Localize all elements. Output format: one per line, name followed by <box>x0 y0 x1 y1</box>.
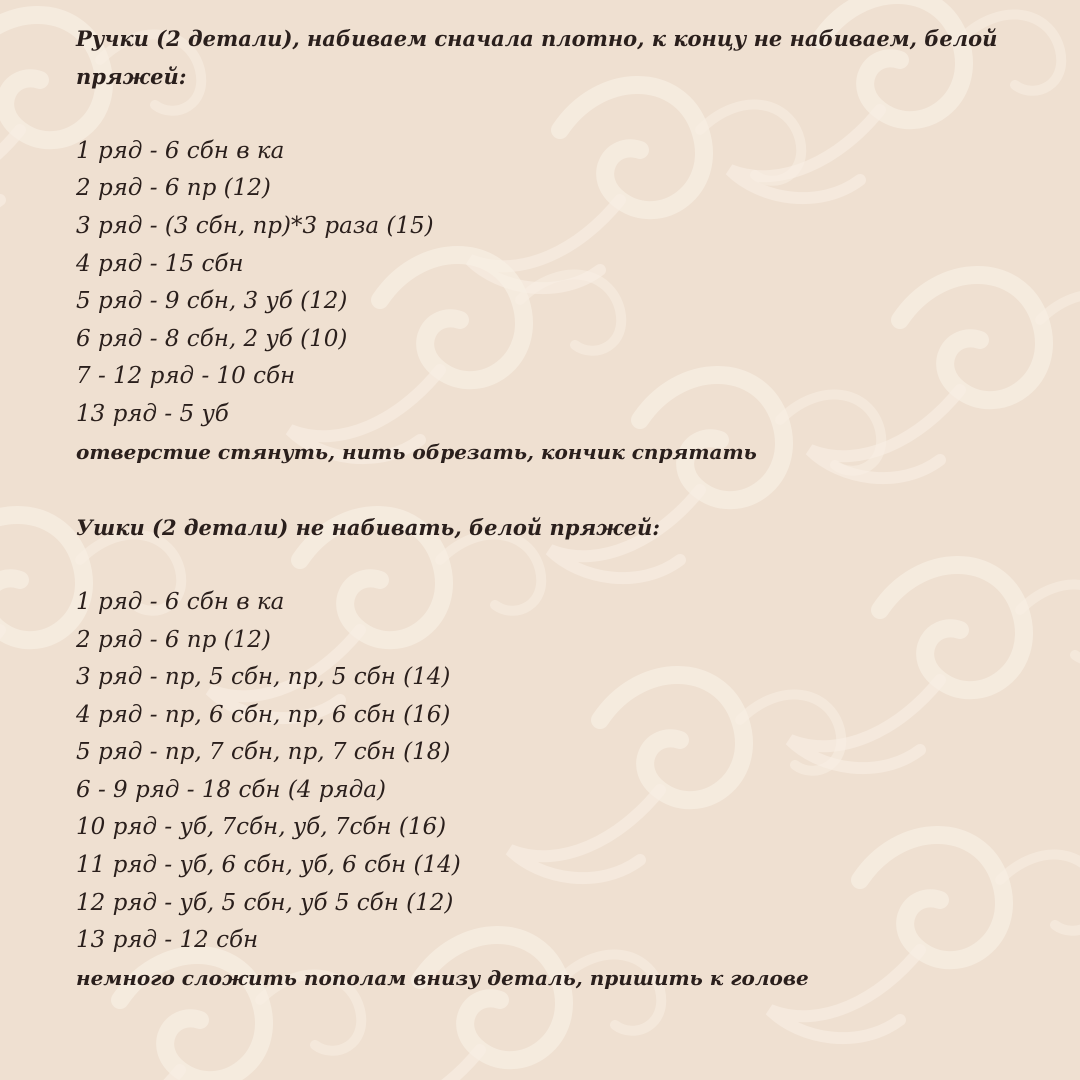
section1-row-4: 4 ряд - 15 сбн <box>76 250 244 277</box>
section2-row-10: 13 ряд - 12 сбн <box>76 927 259 954</box>
section1-heading-line2: пряжей: <box>76 63 187 89</box>
section2-row-8: 11 ряд - уб, 6 сбн, уб, 6 сбн (14) <box>76 852 461 879</box>
section1-row-3: 3 ряд - (3 сбн, пр)*3 раза (15) <box>76 212 434 239</box>
spacer <box>76 471 1036 509</box>
section2-row-5: 5 ряд - пр, 7 сбн, пр, 7 сбн (18) <box>76 739 451 766</box>
section1-row-2: 2 ряд - 6 пр (12) <box>76 175 271 202</box>
section1-row-7: 7 - 12 ряд - 10 сбн <box>76 363 296 390</box>
section2-row-7: 10 ряд - уб, 7сбн, уб, 7сбн (16) <box>76 814 447 841</box>
section2-row-4: 4 ряд - пр, 6 сбн, пр, 6 сбн (16) <box>76 701 451 728</box>
section2-row-3: 3 ряд - пр, 5 сбн, пр, 5 сбн (14) <box>76 664 451 691</box>
section1-heading-line1: Ручки (2 детали), набиваем сначала плотно, к концу не набиваем, белой <box>76 26 998 51</box>
section1-row-8: 13 ряд - 5 уб <box>76 400 229 427</box>
section1-row-5: 5 ряд - 9 сбн, 3 уб (12) <box>76 288 348 315</box>
section1-row-1: 1 ряд - 6 сбн в ка <box>76 137 285 164</box>
section1-note: отверстие стянуть, нить обрезать, кончик спрятать <box>76 439 757 464</box>
pattern-text <box>76 20 1036 997</box>
section2-note: немного сложить пополам внизу деталь, пришить к голове <box>76 965 809 990</box>
section2-row-1: 1 ряд - 6 сбн в ка <box>76 588 285 615</box>
section2-row-6: 6 - 9 ряд - 18 сбн (4 ряда) <box>76 776 386 803</box>
section1-row-6: 6 ряд - 8 сбн, 2 уб (10) <box>76 325 348 352</box>
section2-heading: Ушки (2 детали) не набивать, белой пряжей: <box>76 514 660 540</box>
spacer <box>76 546 1036 584</box>
section2-row-9: 12 ряд - уб, 5 сбн, уб 5 сбн (12) <box>76 889 454 916</box>
spacer <box>76 95 1036 133</box>
section2-row-2: 2 ряд - 6 пр (12) <box>76 626 271 653</box>
